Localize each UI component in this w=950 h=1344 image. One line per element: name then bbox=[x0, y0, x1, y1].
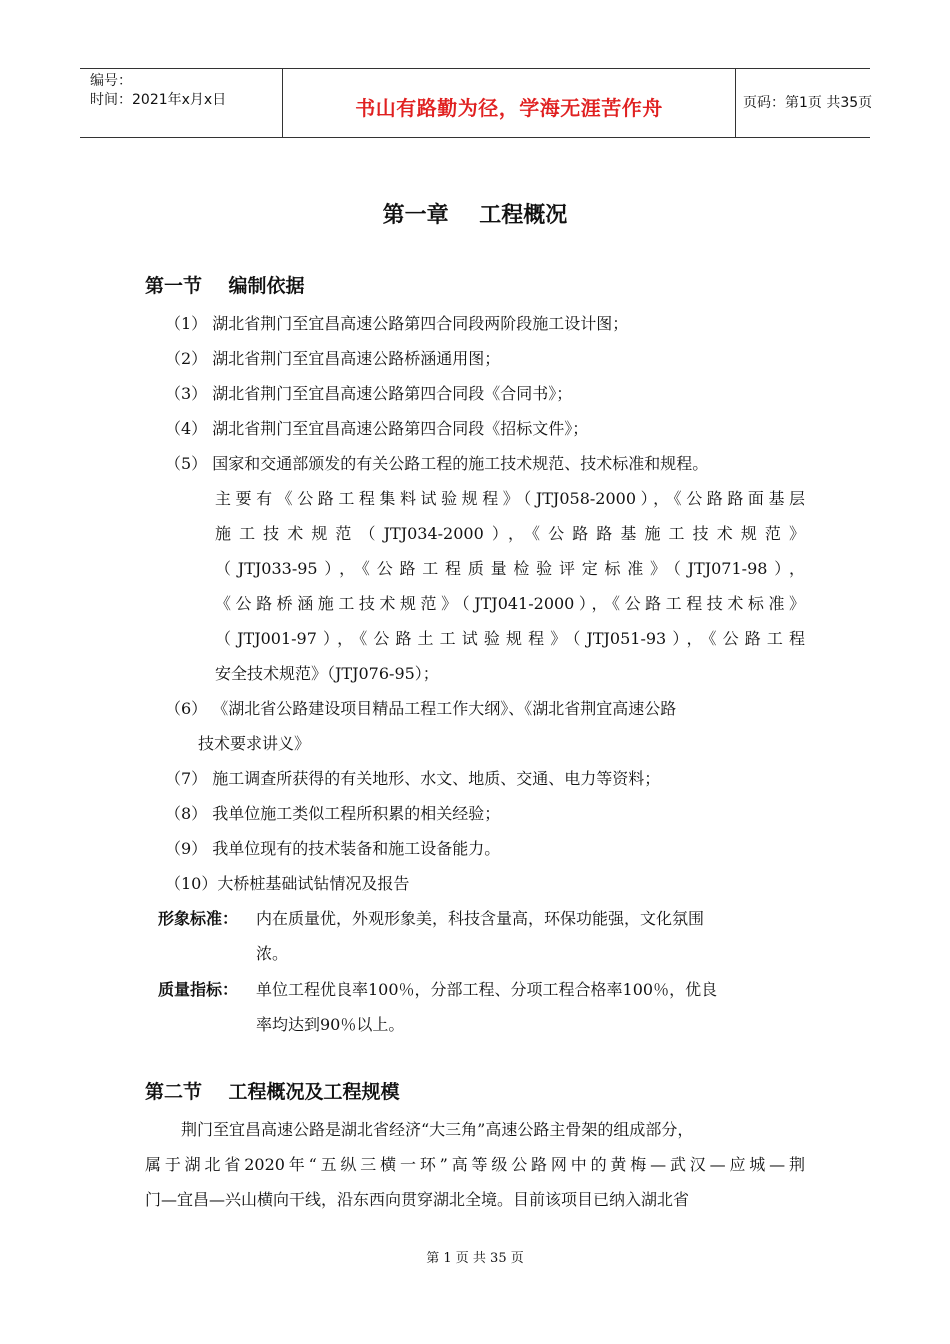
list-item-continuation: （JTJ001-97），《公路土工试验规程》（JTJ051-93），《公路工程 bbox=[215, 629, 805, 648]
header-motto-cell bbox=[282, 69, 736, 137]
image-standard-label: 形象标准： bbox=[158, 909, 239, 928]
chapter-title: 第一章 工程概况 bbox=[382, 203, 568, 228]
header-page-cell bbox=[735, 69, 873, 137]
paragraph-line: 门—宜昌—兴山横向干线，沿东西向贯穿湖北全境。目前该项目已纳入湖北省 bbox=[145, 1190, 690, 1209]
list-item-continuation: 技术要求讲义》 bbox=[198, 734, 311, 753]
section2-heading: 第二节 工程概况及工程规模 bbox=[145, 1081, 400, 1103]
time-label: 时间：2021年x月x日 bbox=[90, 92, 227, 108]
list-item: （8） 我单位施工类似工程所积累的相关经验； bbox=[165, 804, 501, 823]
image-standard-continuation: 浓。 bbox=[256, 944, 289, 963]
list-item: （7） 施工调查所获得的有关地形、水文、地质、交通、电力等资料； bbox=[165, 769, 661, 788]
image-standard-text: 内在质量优，外观形象美，科技含量高，环保功能强，文化氛围 bbox=[256, 909, 705, 928]
section1-heading: 第一节 编制依据 bbox=[145, 275, 305, 297]
list-item: （4） 湖北省荆门至宜昌高速公路第四合同段《招标文件》； bbox=[165, 419, 589, 438]
list-item: （1） 湖北省荆门至宜昌高速公路第四合同段两阶段施工设计图； bbox=[165, 314, 629, 333]
list-item: （9） 我单位现有的技术装备和施工设备能力。 bbox=[165, 839, 501, 858]
page-header bbox=[80, 68, 873, 138]
list-item: （3） 湖北省荆门至宜昌高速公路第四合同段《合同书》； bbox=[165, 384, 573, 403]
motto-text: 书山有路勤为径，学海无涯苦作舟 bbox=[355, 96, 663, 120]
number-label: 编号： bbox=[90, 73, 132, 89]
paragraph-line: 荆门至宜昌高速公路是湖北省经济“大三角”高速公路主骨架的组成部分， bbox=[181, 1120, 694, 1139]
list-item-continuation: （JTJ033-95），《公路工程质量检验评定标准》（JTJ071-98）， bbox=[215, 559, 805, 578]
quality-continuation: 率均达到90％以上。 bbox=[256, 1015, 405, 1034]
list-item: （5） 国家和交通部颁发的有关公路工程的施工技术规范、技术标准和规程。 bbox=[165, 454, 709, 473]
list-item-continuation: 主要有《公路工程集料试验规程》（JTJ058-2000），《公路路面基层 bbox=[215, 489, 805, 508]
paragraph-line: 属于湖北省2020年“五纵三横一环”高等级公路网中的黄梅—武汉—应城—荆 bbox=[145, 1155, 805, 1174]
quality-label: 质量指标： bbox=[158, 980, 239, 999]
list-item-continuation: 安全技术规范》（JTJ076-95）； bbox=[215, 664, 439, 683]
list-item-continuation: 施工技术规范（JTJ034-2000），《公路路基施工技术规范》 bbox=[215, 524, 805, 543]
list-item: （6） 《湖北省公路建设项目精品工程工作大纲》、《湖北省荆宜高速公路 bbox=[165, 699, 677, 718]
quality-text: 单位工程优良率100％，分部工程、分项工程合格率100％，优良 bbox=[256, 980, 718, 999]
page-footer: 第 1 页 共 35 页 bbox=[426, 1251, 524, 1266]
header-left-cell bbox=[80, 69, 282, 137]
page-info: 页码：第1页 共35页 bbox=[743, 95, 873, 111]
list-item: （10）大桥桩基础试钻情况及报告 bbox=[165, 874, 410, 893]
list-item-continuation: 《公路桥涵施工技术规范》（JTJ041-2000），《公路工程技术标准》 bbox=[215, 594, 805, 613]
list-item: （2） 湖北省荆门至宜昌高速公路桥涵通用图； bbox=[165, 349, 501, 368]
